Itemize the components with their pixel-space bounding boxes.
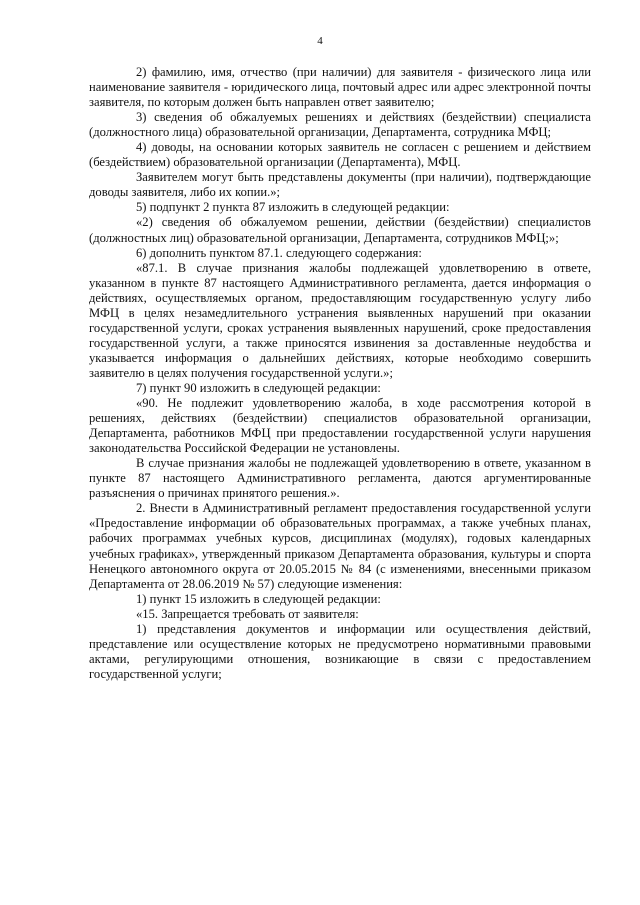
paragraph: «2) сведения об обжалуемом решении, действии (бездействии) специалистов (должностных лиц) образовательной организации, Департамента, сотрудников МФЦ;»; bbox=[89, 215, 591, 245]
document-body bbox=[89, 65, 591, 682]
paragraph: 1) пункт 15 изложить в следующей редакции: bbox=[136, 591, 381, 606]
paragraph: 5) подпункт 2 пункта 87 изложить в следующей редакции: bbox=[136, 200, 450, 215]
paragraph: «87.1. В случае признания жалобы подлежащей удовлетворению в ответе, указанном в пункте 87 настоящего Административного регламента, дается информация о действиях, осуществляемых органом, предоставляющим государственную услугу либо МФЦ в целях незамедлительного устранения выявленных нарушений при оказании государственной услуги, сроках устранения выявленных нарушений, сроке предоставления государственной услуги, а также приносятся извинения за доставленные неудобства и указывается информация о дальнейших действиях, которые необходимо совершить заявителю в целях получения государственной услуги.»; bbox=[89, 260, 591, 380]
paragraph: «90. Не подлежит удовлетворению жалоба, в ходе рассмотрения которой в решениях, действиях (бездействии) специалистов образовательной организации, Департамента, работников МФЦ при предоставлении государственной услуги нарушения законодательства Российской Федерации не установлены. bbox=[89, 396, 591, 456]
paragraph: Заявителем могут быть представлены документы (при наличии), подтверждающие доводы заявителя, либо их копии.»; bbox=[89, 170, 591, 200]
paragraph: 1) представления документов и информации или осуществления действий, представление или осуществление которых не предусмотрено нормативными правовыми актами, регулирующими отношения, возникающие в связи с предоставлением государственной услуги; bbox=[89, 621, 591, 681]
paragraph: «15. Запрещается требовать от заявителя: bbox=[136, 606, 359, 621]
paragraph: 2) фамилию, имя, отчество (при наличии) для заявителя - физического лица или наименование заявителя - юридического лица, почтовый адрес или адрес электронной почты заявителя, по которым должен быть направлен ответ заявителю; bbox=[89, 65, 591, 110]
paragraph: 4) доводы, на основании которых заявитель не согласен с решением и действием (бездействием) образовательной организации (Департамента), МФЦ. bbox=[89, 140, 591, 170]
paragraph: 6) дополнить пунктом 87.1. следующего содержания: bbox=[136, 245, 422, 260]
paragraph: В случае признания жалобы не подлежащей удовлетворению в ответе, указанном в пункте 87 настоящего Административного регламента, даются аргументированные разъяснения о причинах принятого решения.». bbox=[89, 456, 591, 501]
paragraph: 2. Внести в Административный регламент предоставления государственной услуги «Предоставление информации об образовательных программах, а также учебных планах, рабочих программах учебных курсов, дисциплинах (модулях), годовых календарных учебных графиках», утвержденный приказом Департамента образования, культуры и спорта Ненецкого автономного округа от 20.05.2015 № 84 (с изменениями, внесенными приказом Департамента от 28.06.2019 № 57) следующие изменения: bbox=[89, 501, 591, 591]
paragraph: 3) сведения об обжалуемых решениях и действиях (бездействии) специалиста (должностного лица) образовательной организации, Департамента, сотрудника МФЦ; bbox=[89, 110, 591, 140]
paragraph: 7) пункт 90 изложить в следующей редакции: bbox=[136, 380, 381, 395]
page-number: 4 bbox=[317, 35, 323, 47]
